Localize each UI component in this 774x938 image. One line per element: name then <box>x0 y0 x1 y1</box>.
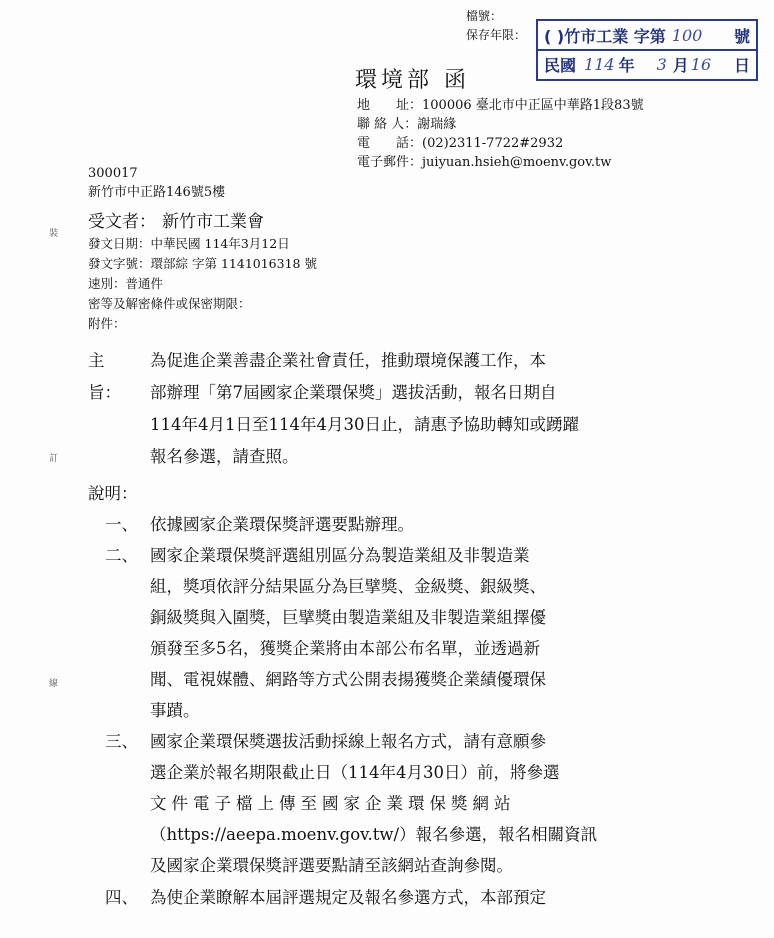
item-line: 組，獎項依評分結果區分為巨擘獎、金級獎、銀級獎、 <box>150 577 546 596</box>
contact-label: 聯 絡 人： <box>357 117 418 132</box>
phone-number: (02)2311-7722#2932 <box>422 136 564 151</box>
item-line: 聞、電視媒體、網路等方式公開表揚獲獎企業績優環保 <box>150 670 546 689</box>
email-row <box>357 153 611 172</box>
item-number: 一、 <box>105 515 138 534</box>
item-line: 事蹟。 <box>150 701 200 720</box>
item-line: （https://aeepa.moenv.gov.tw/）報名參選，報名相關資訊 <box>150 825 598 844</box>
document-number-row <box>88 254 317 274</box>
stamp-handwritten-number: 100 <box>671 25 703 45</box>
stamp-number-prefix: ( )竹市工業 字第 <box>544 26 666 46</box>
item-line: 頒發至多5名，獲獎企業將由本部公布名單，並透過新 <box>150 639 540 658</box>
item-body <box>150 726 710 881</box>
receipt-stamp <box>536 19 758 81</box>
file-number-label: 檔號： <box>466 9 503 23</box>
sender-address: 100006 臺北市中正區中華路1段83號 <box>422 98 644 113</box>
item-number: 三、 <box>105 732 138 751</box>
document-number: 環部綜 字第 1141016318 號 <box>150 256 317 271</box>
recipient-row <box>88 207 264 232</box>
issue-date-label: 發文日期： <box>88 236 151 251</box>
subject-text <box>150 345 740 473</box>
item-line: 國家企業環保獎選拔活動採線上報名方式，請有意願參 <box>150 732 546 751</box>
binding-mark-middle: 訂 <box>49 454 59 464</box>
item-body <box>150 509 710 540</box>
item-body <box>150 882 710 913</box>
item-line: 為使企業瞭解本屆評選規定及報名參選方式，本部預定 <box>150 888 546 907</box>
stamp-number-suffix: 號 <box>733 26 750 46</box>
item-number: 二、 <box>105 546 138 565</box>
item-line: 及國家企業環保獎評選要點請至該網站查詢參閱。 <box>150 856 513 875</box>
subject-label: 主旨： <box>88 351 121 402</box>
stamp-handwritten-month: 3 <box>656 54 667 74</box>
stamp-row-date <box>538 50 756 78</box>
stamp-day-unit: 日 <box>733 55 750 75</box>
address-label: 地 址： <box>357 98 423 113</box>
recipient-street: 新竹市中正路146號5樓 <box>88 185 226 200</box>
item-line: 選企業於報名期限截止日（114年4月30日）前，將參選 <box>150 763 560 782</box>
binding-mark-top: 裝 <box>49 229 59 239</box>
subject-line: 報名參選，請查照。 <box>150 447 299 466</box>
document-title: 環境部 函 <box>355 68 470 93</box>
binding-mark-bottom: 線 <box>49 679 59 689</box>
contact-person: 謝瑞緣 <box>417 117 457 132</box>
phone-row <box>357 134 563 153</box>
subject-line: 部辦理「第7屆國家企業環保獎」選拔活動，報名日期自 <box>150 383 557 402</box>
item-line: 文件電子檔上傳至國家企業環保獎網站 <box>150 794 516 813</box>
phone-label: 電 話： <box>357 136 423 151</box>
item-number: 四、 <box>105 888 138 907</box>
speed-value: 普通件 <box>125 276 164 291</box>
stamp-handwritten-year: 114 <box>584 54 615 74</box>
explanation-label: 說明： <box>88 484 138 503</box>
subject-line: 114年4月1日至114年4月30日止，請惠予協助轉知或踴躍 <box>150 415 579 434</box>
secrecy-label: 密等及解密條件或保密期限： <box>88 296 251 311</box>
document-number-label: 發文字號： <box>88 256 151 271</box>
stamp-month-unit: 月 <box>672 55 689 75</box>
stamp-row-number <box>538 21 756 51</box>
stamp-year-unit: 年 <box>618 55 635 75</box>
issue-date-row <box>88 234 290 254</box>
sender-address-row <box>357 96 644 115</box>
item-body <box>150 540 710 726</box>
speed-label: 速別： <box>88 276 126 291</box>
item-line: 銅級獎與入圍獎，巨擘獎由製造業組及非製造業組擇優 <box>150 608 546 627</box>
recipient-label: 受文者： <box>88 212 156 232</box>
stamp-handwritten-day: 16 <box>690 54 712 74</box>
email-address: juiyuan.hsieh@moenv.gov.tw <box>422 155 612 170</box>
speed-row <box>88 274 163 294</box>
recipient-postcode: 300017 <box>88 166 138 181</box>
issue-date: 中華民國 114年3月12日 <box>150 236 290 251</box>
item-line: 依據國家企業環保獎評選要點辦理。 <box>150 515 414 534</box>
subject-line: 為促進企業善盡企業社會責任，推動環境保護工作，本 <box>150 351 546 370</box>
contact-person-row <box>357 115 456 134</box>
recipient-name: 新竹市工業會 <box>162 212 264 232</box>
attachment-label: 附件： <box>88 316 126 331</box>
retention-label: 保存年限： <box>466 28 527 42</box>
stamp-date-prefix: 民國 <box>544 55 577 75</box>
item-line: 國家企業環保獎評選組別區分為製造業組及非製造業 <box>150 546 530 565</box>
email-label: 電子郵件： <box>357 155 423 170</box>
